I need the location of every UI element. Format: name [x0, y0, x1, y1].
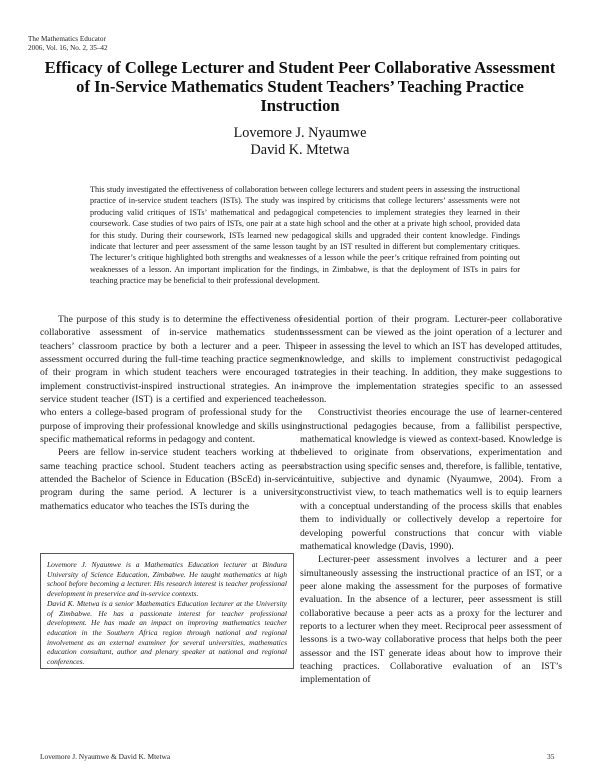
author-1: Lovemore J. Nyaumwe — [233, 125, 367, 141]
journal-header — [28, 35, 108, 54]
article-title: Efficacy of College Lecturer and Student Peer Collaborative Assessment of In-Service Mathematics Student Teachers’ Teaching Practice Instruction — [44, 58, 556, 115]
abstract: This study investigated the effectiveness of collaboration between college lecturers and student peers in assessing the instructional practice of in-service student teachers (ISTs). The study was inspired by criticisms that college lecturers’ assessments were not producing valid critiques of ISTs’ mathematical and pedagogical competencies to implement strategies they learned in their coursework. Case studies of two pairs of ISTs, one pair at a state high school and the other at a private high school, provided data for this study. During their coursework, ISTs learned new pedagogical skills and upgraded their content knowledge. Findings indicate that lecturer and peer assessment of the same lesson taught by an IST resulted in different but complementary critiques. The lecturer’s critique highlighted both strengths and weaknesses of a lesson while the peer’s critique refrained from pointing out weaknesses of a lesson. An important implication for the findings, in Zimbabwe, is that the deployment of ISTs in pairs for teaching practice may be beneficial to their professional development. — [90, 185, 520, 286]
body-paragraph: Lecturer-peer assessment involves a lecturer and a peer simultaneously assessing the instructional practice of an IST, or a peer alone making the assessment for the purposes of formative evaluation. In the absence of a lecturer, peer assessment is still collaborative because a peer acts as a proxy for the lecturer and reports to a lecturer when they meet. Reciprocal peer assessment of lessons is a two-way collaborative process that helps both the peer assessor and the IST generate ideas about how to improve their teaching practices. Collaborative evaluation of an IST’s implementation of — [300, 554, 562, 686]
journal-name: The Mathematics Educator — [28, 35, 106, 43]
left-column — [40, 313, 302, 513]
author-bio-2: David K. Mtetwa is a senior Mathematics Education lecturer at the University of Zimbabwe. He has a passionate interest for teacher professional development. He has made an impact on improving mathematics teacher education in the Southern Africa region through national and regional involvement as an external examiner for several universities, mathematics education consultant, author and plenary speaker at national and regional conferences. — [47, 598, 287, 667]
author-bio-box — [40, 553, 294, 669]
author-list — [0, 125, 600, 159]
body-paragraph: Peers are fellow in-service student teachers working at the same teaching practice school. Student teachers acting as peers attended the Bachelor of Science in Education (BScEd) in-service program during the same period. A lecturer is a university mathematics educator who teaches the ISTs during the — [40, 447, 302, 512]
body-paragraph-continued: residential portion of their program. Lecturer-peer collaborative assessment can be viewed as the joint operation of a lecturer and peer in assessing the level to which an IST has developed attitudes, knowledge, and skills to implement constructivist pedagogical strategies in their teaching. In addition, they make suggestions to improve the implementation strategies specific to an assessed lesson. — [300, 314, 562, 406]
author-bio-1: Lovemore J. Nyaumwe is a Mathematics Education lecturer at Bindura University of Science Education, Zimbabwe. He taught mathematics at high school before becoming a lecturer. His research interest is teacher professional development in preservice and in-service contexts. — [47, 560, 287, 599]
body-paragraph: The purpose of this study is to determine the effectiveness of collaborative assessment of in-service mathematics student teachers’ classroom practice by both a lecturer and a peer. This assessment occurred during the full-time teaching practice segment of their program in which student teachers were encouraged to implement constructivist-inspired instructional strategies. An in-service student teacher (IST) is a certified and experienced teacher who enters a college-based program of professional study for the purpose of improving their professional knowledge and skills using specific mathematical reforms in pedagogy and content. — [40, 314, 302, 446]
author-2: David K. Mtetwa — [250, 142, 350, 158]
body-paragraph: Constructivist theories encourage the use of learner-centered instructional pedagogies because, from a fallibilist perspective, mathematical knowledge is viewed as context-based. Knowledge is believed to originate from observations, experimentation and abstraction using specific senses and, therefore, is fallible, tentative, intuitive, subjective and dynamic (Nyaumwe, 2004). From a constructivist view, to teach mathematics well is to equip learners with a conceptual understanding of the process skills that enables them to individually or collectively develop a repertoire for developing powerful constructions that concur with viable mathematical knowledge (Davis, 1990). — [300, 407, 562, 552]
journal-issue: 2006, Vol. 16, No. 2, 35–42 — [28, 44, 108, 53]
right-column — [300, 313, 562, 687]
footer-authors: Lovemore J. Nyaumwe & David K. Mtetwa — [40, 752, 171, 761]
page-number: 35 — [547, 752, 555, 761]
